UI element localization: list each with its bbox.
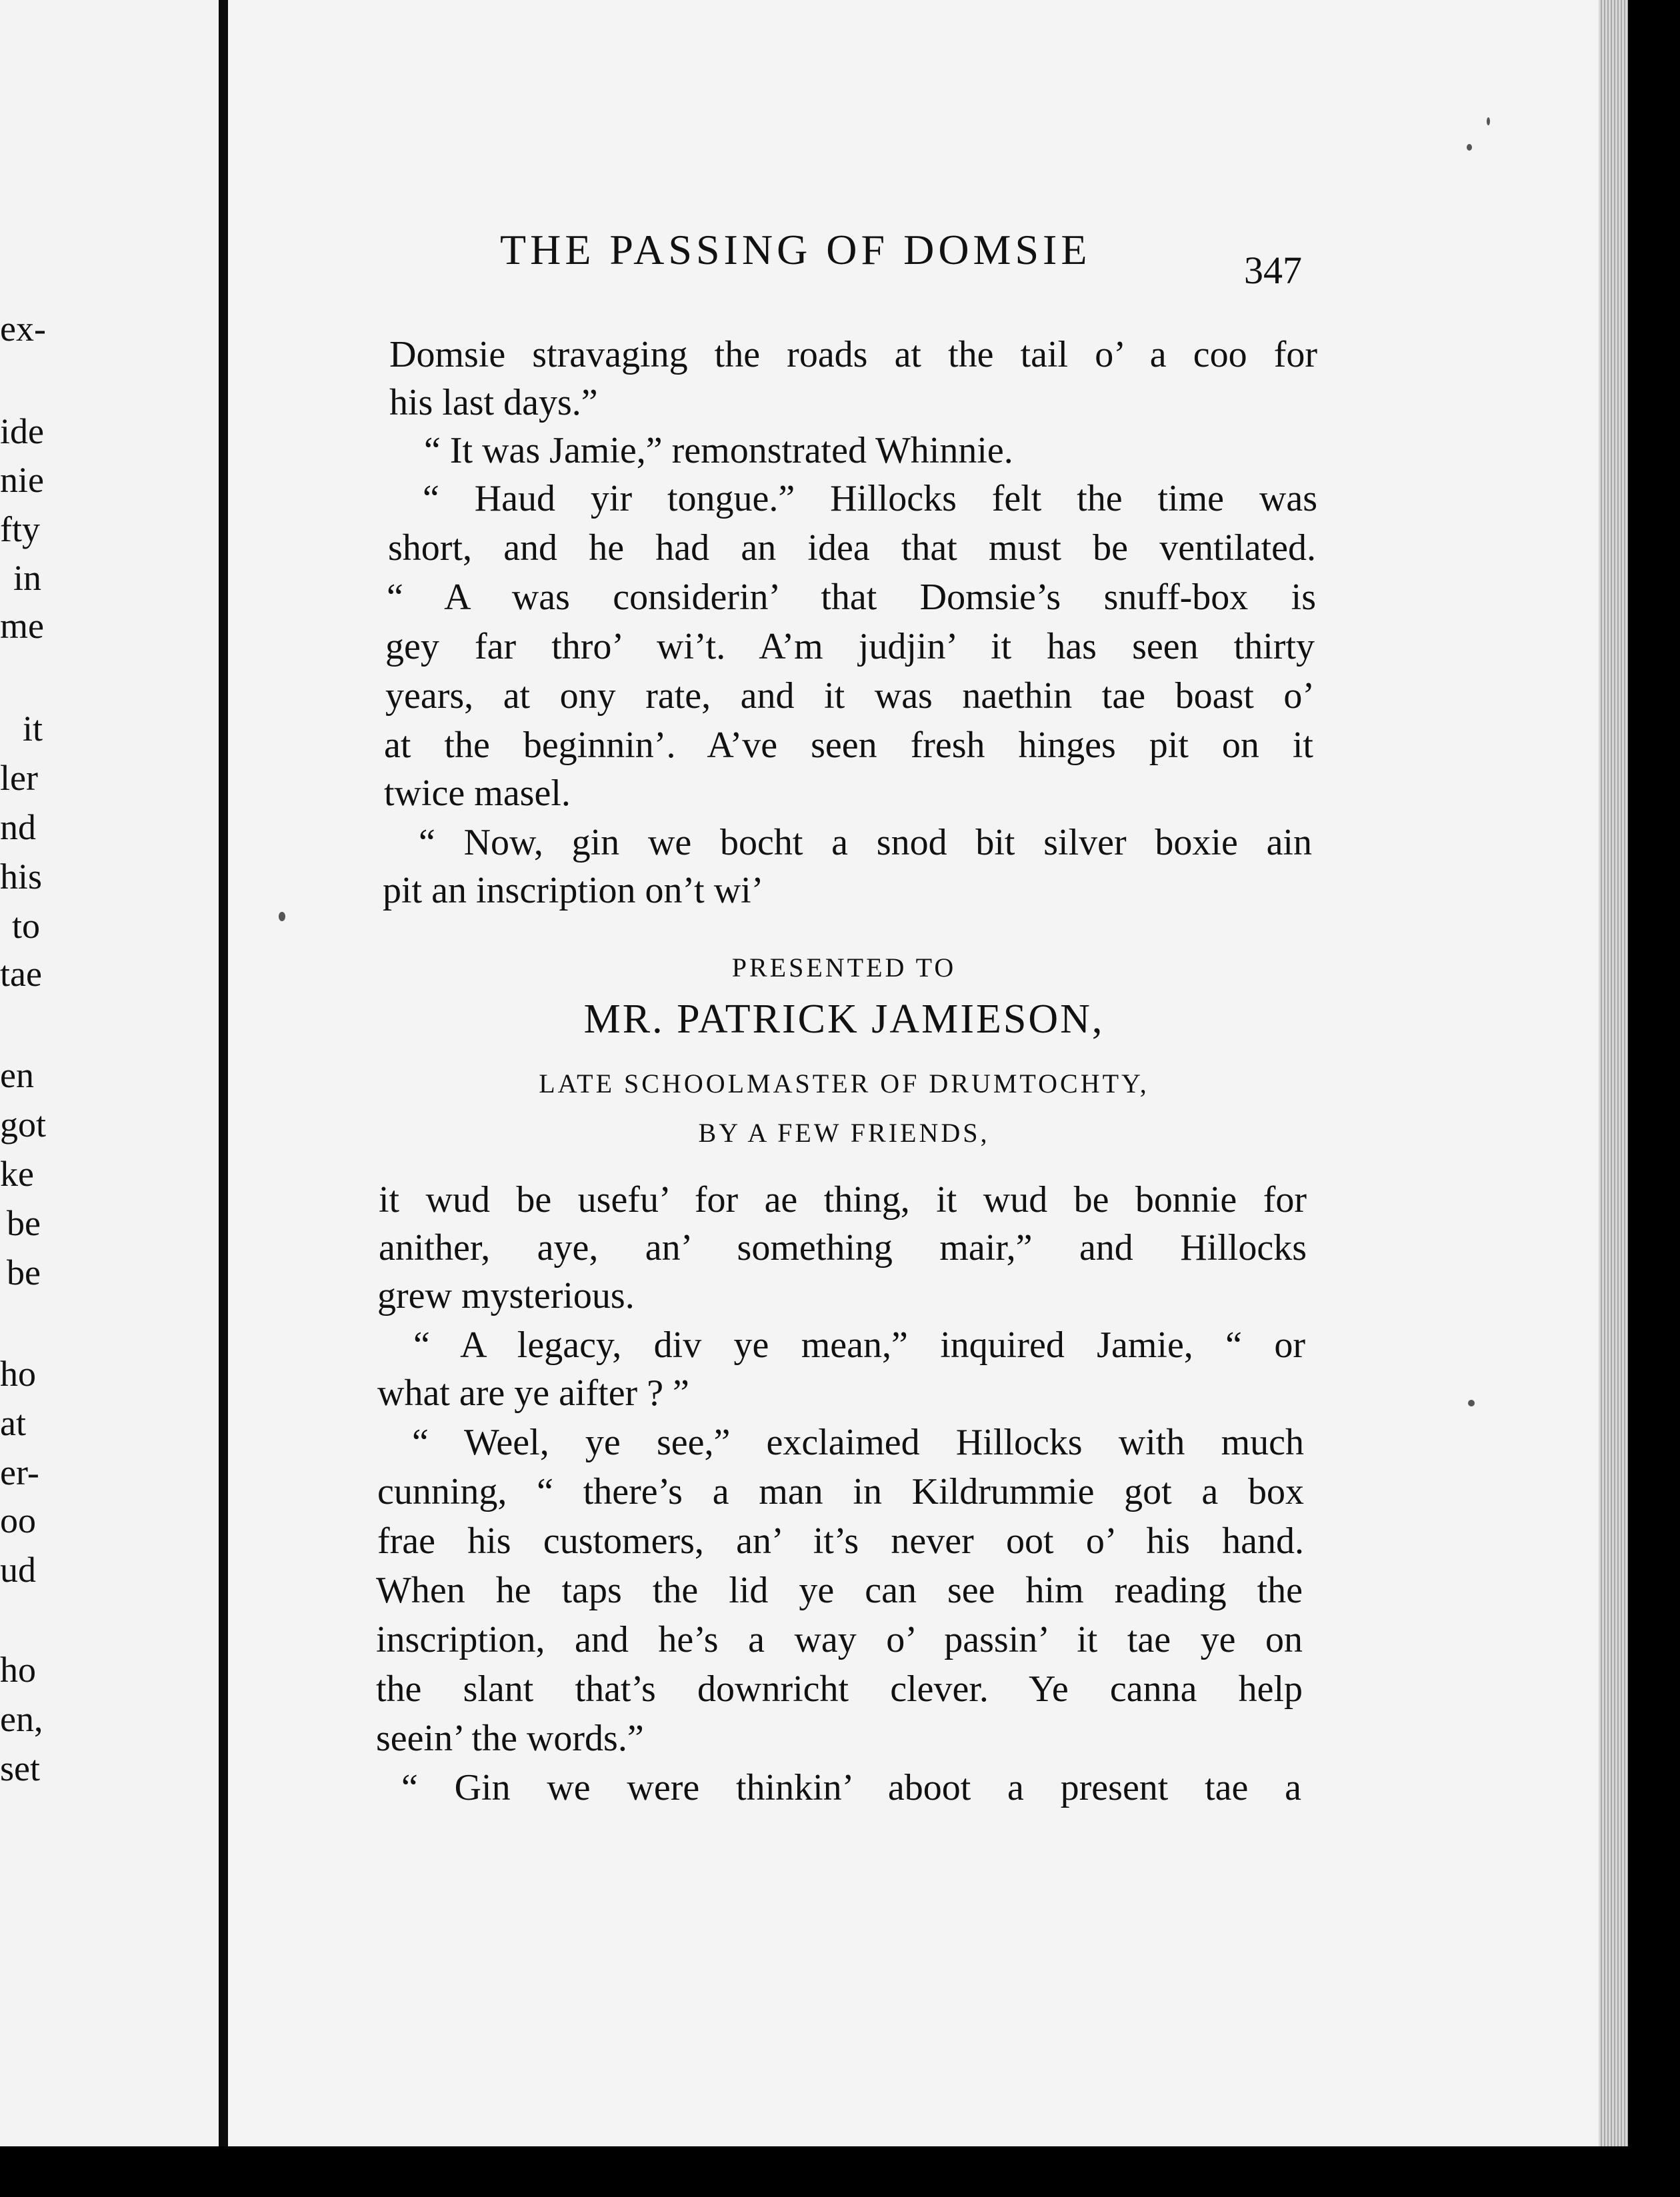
body-line: what are ye aifter ? ”	[377, 1372, 689, 1414]
margin-fragment: ex-	[0, 309, 46, 349]
margin-fragment: ho	[0, 1354, 36, 1394]
margin-fragment: me	[0, 606, 44, 646]
margin-fragment: en	[0, 1055, 34, 1095]
body-line: years, at ony rate, and it was naethin tae boast o’	[385, 675, 1315, 717]
paper-speck	[1487, 117, 1490, 125]
body-line: short, and he had an idea that must be ventilated.	[388, 527, 1316, 569]
body-line: frae his customers, an’ it’s never oot o’ his hand.	[377, 1520, 1304, 1562]
margin-fragment: in	[13, 558, 42, 598]
margin-fragment: ke	[0, 1154, 34, 1194]
margin-fragment: ide	[0, 411, 44, 451]
margin-fragment: set	[0, 1748, 40, 1788]
margin-fragment: at	[0, 1403, 26, 1443]
body-line: anither, aye, an’ something mair,” and Hillocks	[379, 1227, 1307, 1268]
margin-fragment: tae	[0, 954, 42, 994]
margin-fragment: ho	[0, 1650, 36, 1690]
body-line: cunning, “ there’s a man in Kildrummie got a box	[377, 1471, 1304, 1512]
body-line: gey far thro’ wi’t. A’m judjin’ it has seen thirty	[385, 626, 1315, 667]
margin-fragment: his	[0, 857, 43, 897]
margin-fragment: it	[23, 709, 43, 749]
body-line: inscription, and he’s a way o’ passin’ it tae ye on	[376, 1619, 1303, 1660]
body-line: “ A legacy, div ye mean,” inquired Jamie, “ or	[413, 1324, 1305, 1366]
body-line: his last days.”	[389, 382, 598, 423]
inscription-line-3: LATE SCHOOLMASTER OF DRUMTOCHTY,	[539, 1069, 1149, 1098]
margin-fragment: ud	[0, 1550, 36, 1590]
inscription-line-4: BY A FEW FRIENDS,	[698, 1118, 990, 1148]
body-line: “ Haud yir tongue.” Hillocks felt the time was	[423, 478, 1317, 519]
inscription-line-2: MR. PATRICK JAMIESON,	[583, 997, 1105, 1042]
body-line: Domsie stravaging the roads at the tail o’ a coo for	[389, 334, 1317, 375]
page-edge	[1599, 0, 1628, 2146]
body-line: it wud be usefu’ for ae thing, it wud be bonnie for	[379, 1179, 1307, 1220]
margin-fragment: to	[12, 906, 41, 946]
body-line: grew mysterious.	[377, 1275, 635, 1316]
margin-fragment: en,	[0, 1699, 43, 1739]
body-line: the slant that’s downricht clever. Ye canna help	[376, 1668, 1303, 1710]
margin-fragment: got	[0, 1104, 47, 1144]
paper-speck	[1468, 1400, 1475, 1406]
margin-fragment: be	[7, 1252, 41, 1292]
margin-fragment: nie	[0, 460, 44, 500]
margin-fragment: ler	[0, 758, 38, 798]
margin-fragment: er-	[0, 1452, 39, 1492]
page-number: 347	[1244, 249, 1302, 292]
paper-speck	[279, 912, 285, 921]
body-line: seein’ the words.”	[376, 1718, 644, 1759]
body-line: at the beginnin’. A’ve seen fresh hinges pit on it	[384, 725, 1313, 766]
body-line: “ A was considerin’ that Domsie’s snuff-box is	[387, 577, 1316, 618]
margin-fragment: oo	[0, 1500, 36, 1540]
margin-fragment: fty	[0, 509, 40, 549]
body-line: pit an inscription on’t wi’	[383, 870, 764, 911]
body-line: “ Gin we were thinkin’ aboot a present tae a	[401, 1767, 1301, 1808]
inscription-line-1: PRESENTED TO	[731, 953, 957, 983]
body-line: “ Weel, ye see,” exclaimed Hillocks with much	[412, 1422, 1304, 1463]
gutter-line	[219, 0, 228, 2146]
paper-speck	[1467, 144, 1472, 151]
body-line: “ Now, gin we bocht a snod bit silver boxie ain	[419, 822, 1312, 863]
body-line: “ It was Jamie,” remonstrated Whinnie.	[424, 430, 1013, 471]
body-line: twice masel.	[384, 773, 571, 814]
running-header: THE PASSING OF DOMSIE	[500, 226, 1091, 273]
margin-fragment: be	[7, 1203, 41, 1243]
margin-fragment: nd	[0, 807, 36, 847]
left-page	[0, 0, 219, 2197]
scan-border	[0, 2146, 1680, 2197]
body-line: When he taps the lid ye can see him reading the	[376, 1570, 1303, 1611]
